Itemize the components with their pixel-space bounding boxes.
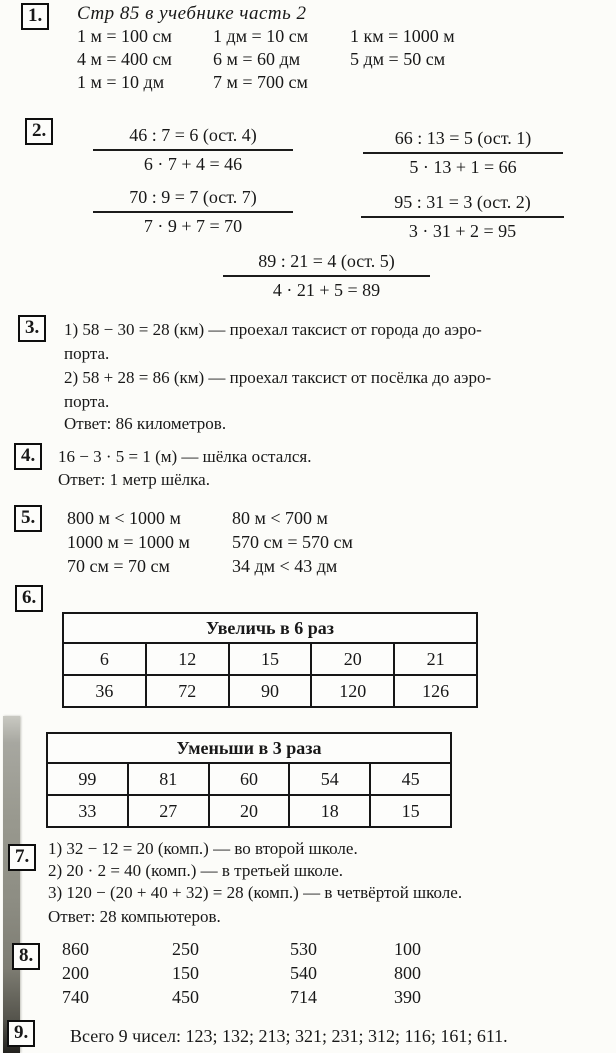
table-cell: 33	[47, 795, 128, 827]
table-cell: 36	[63, 675, 146, 707]
number-cell: 800	[394, 963, 421, 983]
comparison-line: 570 см = 570 см	[232, 532, 353, 552]
number-cell: 200	[62, 963, 89, 983]
table-cell: 15	[370, 795, 451, 827]
division-check-pair	[93, 187, 293, 237]
check-equation: 6 · 7 + 4 = 46	[143, 154, 243, 174]
answer-line: Ответ: 28 компьютеров.	[48, 907, 221, 926]
division-check-pair	[363, 128, 563, 178]
number-grid	[62, 937, 456, 1009]
comparison-line: 80 м < 700 м	[232, 508, 328, 528]
check-equation: 7 · 9 + 7 = 70	[143, 216, 243, 236]
solution-line: 16 − 3 · 5 = 1 (м) — шёлка остался.	[58, 447, 312, 466]
table-cell: 60	[209, 763, 290, 795]
table-cell: 99	[47, 763, 128, 795]
table-cell: 81	[128, 763, 209, 795]
division-equation: 89 : 21 = 4 (ост. 5)	[223, 251, 430, 277]
table-cell: 27	[128, 795, 209, 827]
table-cell: 45	[370, 763, 451, 795]
section-9-number: 9.	[7, 1020, 35, 1047]
division-equation: 95 : 31 = 3 (ост. 2)	[361, 192, 564, 218]
answer-line: Ответ: 86 километров.	[64, 414, 227, 433]
table-cell: 54	[289, 763, 370, 795]
number-cell: 740	[62, 987, 89, 1007]
conversion-line: 5 дм = 50 см	[350, 49, 446, 69]
solution-line: 2) 58 + 28 = 86 (км) — проехал таксист от посёлка до аэро-	[64, 368, 492, 387]
check-equation: 5 · 13 + 1 = 66	[409, 157, 517, 177]
division-equation: 70 : 9 = 7 (ост. 7)	[93, 187, 293, 213]
section-4-number: 4.	[14, 443, 42, 470]
table-cell: 18	[289, 795, 370, 827]
table-increase-by-6	[62, 612, 478, 708]
number-cell: 540	[290, 963, 317, 983]
number-cell: 100	[394, 939, 421, 959]
solution-line: 1) 32 − 12 = 20 (комп.) — во второй школе.	[48, 839, 358, 858]
section-5-number: 5.	[14, 505, 42, 532]
conversion-line: 1 дм = 10 см	[213, 26, 309, 46]
conversion-line: 1 м = 10 дм	[77, 72, 165, 92]
division-equation: 46 : 7 = 6 (ост. 4)	[93, 125, 293, 151]
number-cell: 860	[62, 939, 89, 959]
comparison-line: 1000 м = 1000 м	[67, 532, 190, 552]
number-cell: 390	[394, 987, 421, 1007]
division-check-pair	[223, 251, 430, 301]
solution-line: порта.	[64, 344, 110, 363]
check-equation: 3 · 31 + 2 = 95	[408, 221, 517, 241]
section-7-number: 7.	[8, 844, 36, 871]
table-cell: 12	[146, 643, 229, 675]
section-6-number: 6.	[15, 585, 43, 612]
section-8-number: 8.	[12, 943, 40, 970]
table-cell: 21	[394, 643, 477, 675]
table-title: Уменьши в 3 раза	[47, 733, 451, 763]
table-cell: 6	[63, 643, 146, 675]
conversion-line: 6 м = 60 дм	[213, 49, 301, 69]
division-equation: 66 : 13 = 5 (ост. 1)	[363, 128, 563, 154]
number-cell: 714	[290, 987, 317, 1007]
solution-line: 1) 58 − 30 = 28 (км) — проехал таксист от города до аэро-	[64, 320, 482, 339]
table-cell: 20	[311, 643, 394, 675]
table-cell: 126	[394, 675, 477, 707]
section-2-number: 2.	[25, 118, 53, 145]
conversion-line: 1 м = 100 см	[77, 26, 172, 46]
division-check-pair	[93, 125, 293, 175]
table-cell: 90	[229, 675, 312, 707]
conversion-line: 7 м = 700 см	[213, 72, 308, 92]
number-cell: 250	[172, 939, 199, 959]
table-cell: 15	[229, 643, 312, 675]
table-cell: 120	[311, 675, 394, 707]
conversion-line: 1 км = 1000 м	[350, 26, 455, 46]
check-equation: 4 · 21 + 5 = 89	[272, 280, 381, 300]
table-decrease-by-3	[46, 732, 452, 828]
number-cell: 150	[172, 963, 199, 983]
section-3-number: 3.	[18, 315, 46, 342]
comparison-line: 34 дм < 43 дм	[232, 556, 338, 576]
comparison-line: 800 м < 1000 м	[67, 508, 181, 528]
solution-line: 3) 120 − (20 + 40 + 32) = 28 (комп.) — в четвёртой школе.	[48, 883, 463, 902]
section-1-number: 1.	[21, 3, 49, 30]
scan-artifact-strip	[3, 716, 20, 1053]
table-cell: 72	[146, 675, 229, 707]
comparison-line: 70 см = 70 см	[67, 556, 170, 576]
solution-line: порта.	[64, 392, 110, 411]
division-check-pair	[361, 192, 564, 242]
section-1-title: Стр 85 в учебнике часть 2	[77, 3, 307, 24]
conversion-line: 4 м = 400 см	[77, 49, 172, 69]
number-cell: 530	[290, 939, 317, 959]
answer-line: Ответ: 1 метр шёлка.	[58, 470, 210, 489]
answer-line: Всего 9 чисел: 123; 132; 213; 321; 231; 312; 116; 161; 611.	[70, 1026, 508, 1046]
table-cell: 20	[209, 795, 290, 827]
number-cell: 450	[172, 987, 199, 1007]
solution-line: 2) 20 · 2 = 40 (комп.) — в третьей школе.	[48, 861, 343, 880]
table-title: Увеличь в 6 раз	[63, 613, 477, 643]
